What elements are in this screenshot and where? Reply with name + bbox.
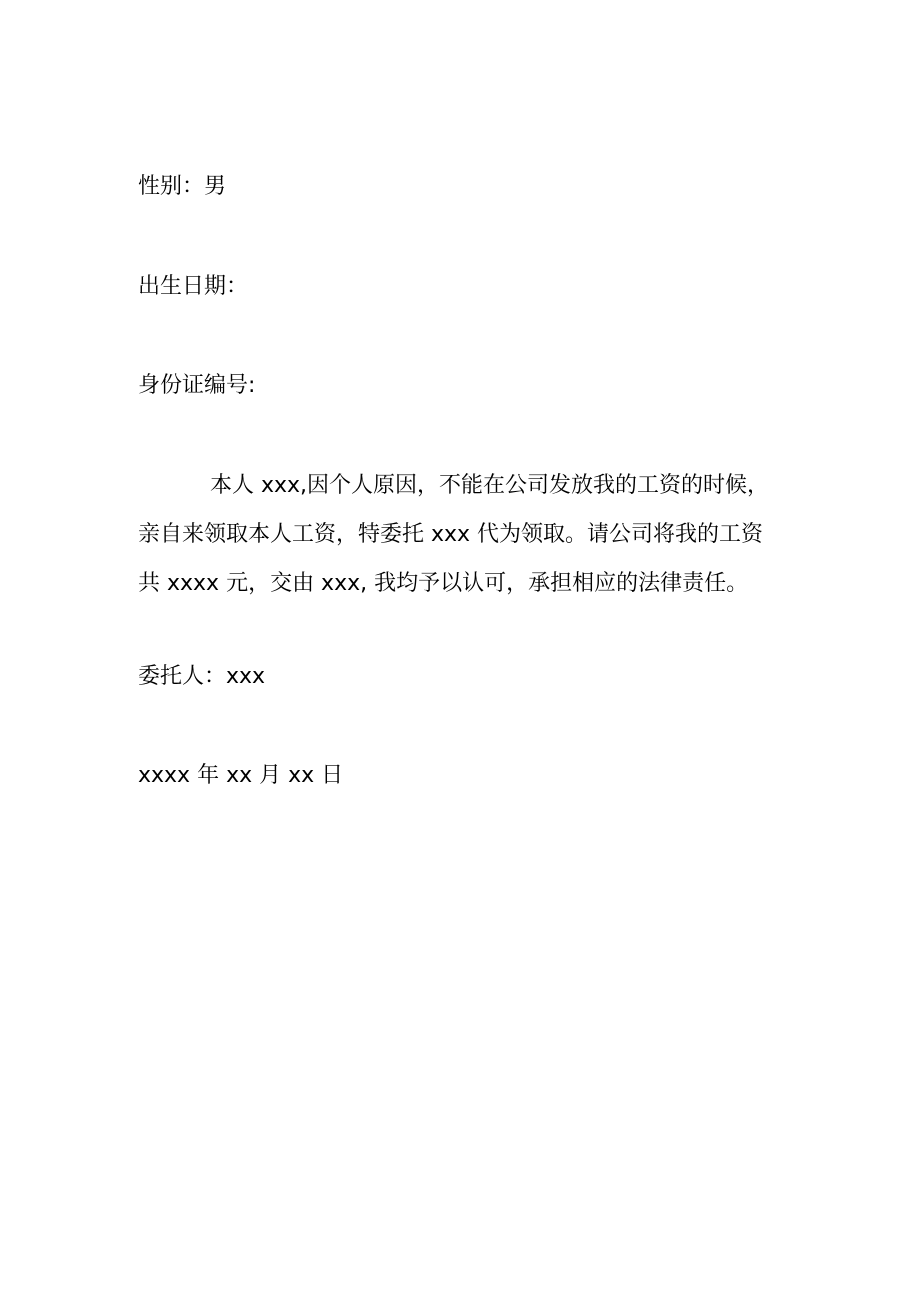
id-number-field: 身份证编号:	[138, 373, 256, 398]
date-field: xxxx 年 xx 月 xx 日	[138, 763, 344, 788]
paragraph-line: 共 xxxx 元，交由 xxx, 我均予以认可，承担相应的法律责任。	[138, 571, 749, 596]
authorization-paragraph	[138, 461, 818, 608]
birth-date-field: 出生日期：	[138, 274, 249, 299]
principal-field: 委托人：xxx	[138, 664, 266, 689]
gender-field: 性别：男	[138, 174, 227, 199]
paragraph-line: 亲自来领取本人工资，特委托 xxx 代为领取。请公司将我的工资	[138, 522, 764, 547]
paragraph-line: 本人 xxx,因个人原因，不能在公司发放我的工资的时候，	[210, 473, 770, 498]
